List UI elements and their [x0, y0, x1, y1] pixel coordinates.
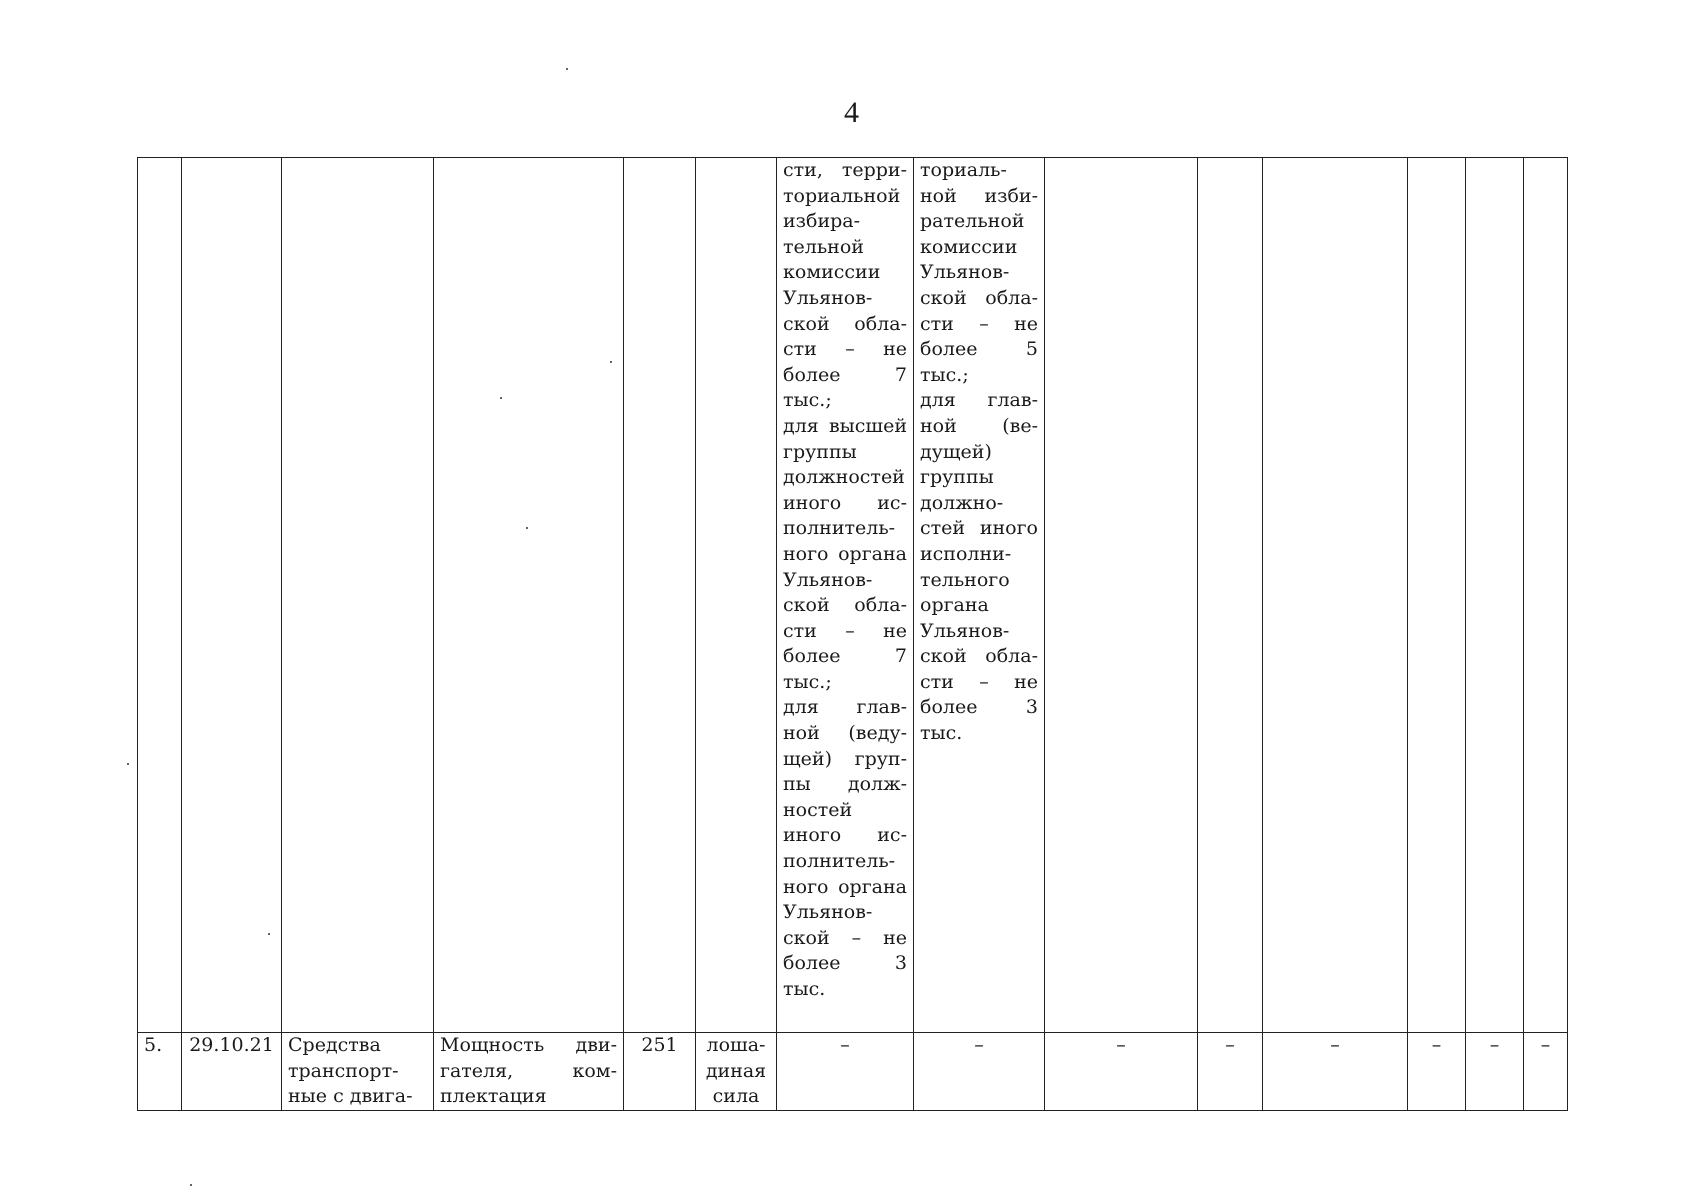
- cell-unit-name: [696, 1033, 777, 1111]
- cell-text-line: иного ис-: [783, 824, 907, 847]
- scan-speck: [190, 1184, 192, 1186]
- cell-okpd-code: 29.10.21: [182, 1033, 282, 1111]
- cell-dash-7: –: [1466, 1033, 1524, 1111]
- cell-dash-4: –: [1198, 1033, 1263, 1111]
- cell-text-line: тельной: [783, 235, 864, 258]
- cell-text-line: комиссии: [783, 261, 881, 284]
- cell-text-line: гателя, ком-: [440, 1059, 617, 1082]
- cell-value-high-positions: [777, 158, 914, 1033]
- cell-text-line: избира-: [783, 210, 861, 233]
- cell-text-line: плектация: [440, 1085, 547, 1108]
- cell-text-line: тыс.: [920, 722, 963, 745]
- cell-unit-code: 251: [624, 1033, 696, 1111]
- cell-text-line: сти – не: [783, 619, 907, 642]
- cell-text-line: тыс.: [783, 978, 826, 1000]
- cell-text-line: ториальной: [783, 184, 901, 207]
- cell-empty-13: [1466, 158, 1524, 1033]
- cell-text-line: диная: [705, 1059, 767, 1082]
- cell-text-line: Ульянов-: [920, 619, 1010, 642]
- scan-speck: [566, 68, 568, 70]
- cell-text-line: лоша-: [706, 1034, 766, 1056]
- cell-text-line: ской обла-: [920, 645, 1038, 668]
- cell-dash-2: –: [914, 1033, 1045, 1111]
- cell-dash-5: –: [1263, 1033, 1408, 1111]
- cell-text-line: тыс.;: [920, 363, 969, 386]
- cell-text-line: более 5: [920, 338, 1038, 361]
- cell-text-line: ной изби-: [920, 184, 1038, 207]
- cell-text-line: ториаль-: [920, 159, 1007, 181]
- cell-dash-1: –: [777, 1033, 914, 1111]
- cell-text-line: для высшей: [783, 414, 907, 437]
- cell-text-line: ской обла-: [783, 312, 907, 335]
- cell-unit-code-empty: [624, 158, 696, 1033]
- cell-text-line: Ульянов-: [920, 261, 1010, 284]
- cell-text-line: группы: [920, 466, 994, 489]
- cell-text-line: сти – не: [920, 670, 1038, 693]
- cell-text-line: ной (ве-: [920, 414, 1038, 437]
- cell-text-line: полнитель-: [783, 850, 896, 873]
- cell-dash-3: –: [1045, 1033, 1198, 1111]
- cell-text-line: стей иного: [920, 517, 1038, 540]
- cell-unit-name-empty: [696, 158, 777, 1033]
- cell-empty-12: [1408, 158, 1466, 1033]
- cell-text-line: должностей: [783, 466, 905, 489]
- cell-text-line: более 7: [783, 363, 907, 386]
- cell-text-line: тельного: [920, 568, 1010, 591]
- cell-row-number: 5.: [138, 1033, 182, 1111]
- cell-empty-14: [1524, 158, 1568, 1033]
- cell-text-line: ные с двига-: [288, 1085, 413, 1108]
- cell-text-line: Ульянов-: [783, 901, 873, 924]
- cell-empty-11: [1263, 158, 1408, 1033]
- cell-characteristic-empty: [434, 158, 624, 1033]
- requirements-table: [137, 157, 1568, 1111]
- cell-text-line: Ульянов-: [783, 568, 873, 591]
- cell-text-line: органа: [920, 594, 989, 617]
- cell-text-line: тыс.;: [783, 389, 832, 412]
- cell-text-line: ностей: [783, 798, 853, 821]
- cell-text-line: более 7: [783, 645, 907, 668]
- cell-text-line: ской – не: [783, 926, 907, 949]
- scan-speck: [127, 763, 129, 765]
- cell-text-line: транспорт-: [288, 1059, 399, 1082]
- cell-text-line: полнитель-: [783, 517, 896, 540]
- cell-text-line: рательной: [920, 210, 1025, 233]
- cell-text-line: Ульянов-: [783, 286, 873, 309]
- cell-text-line: тыс.;: [783, 670, 832, 693]
- cell-text-line: ной (веду-: [783, 722, 907, 745]
- cell-text-line: сти – не: [920, 312, 1038, 335]
- scan-speck: [610, 361, 612, 363]
- cell-text-line: иного ис-: [783, 491, 907, 514]
- cell-text-line: должно-: [920, 491, 1004, 514]
- cell-text-line: щей) груп-: [783, 747, 907, 770]
- scan-speck: [500, 397, 502, 399]
- cell-text-line: дущей): [920, 440, 992, 463]
- cell-text-line: более 3: [783, 952, 907, 975]
- cell-text-line: ской обла-: [920, 286, 1038, 309]
- cell-empty-9: [1045, 158, 1198, 1033]
- cell-num-empty: [138, 158, 182, 1033]
- cell-text-line: ного органа: [783, 542, 907, 565]
- cell-text-line: исполни-: [920, 542, 1012, 565]
- cell-code-empty: [182, 158, 282, 1033]
- table-row-5: [138, 1033, 1568, 1111]
- cell-name-empty: [282, 158, 434, 1033]
- cell-text-line: Мощность дви-: [440, 1034, 617, 1056]
- cell-empty-10: [1198, 158, 1263, 1033]
- cell-text-line: сти, терри-: [783, 159, 907, 181]
- cell-item-name: [282, 1033, 434, 1111]
- cell-text-line: более 3: [920, 696, 1038, 719]
- table-row-continuation: [138, 158, 1568, 1033]
- cell-text-line: для глав-: [783, 696, 907, 719]
- cell-value-main-positions: [914, 158, 1045, 1033]
- cell-text-line: комиссии: [920, 235, 1018, 258]
- cell-text-line: сила: [712, 1085, 760, 1108]
- cell-text-line: для глав-: [920, 389, 1038, 412]
- cell-dash-6: –: [1408, 1033, 1466, 1111]
- cell-characteristic: [434, 1033, 624, 1111]
- cell-text-line: ного органа: [783, 875, 907, 898]
- scan-speck: [526, 527, 528, 529]
- cell-text-line: ской обла-: [783, 594, 907, 617]
- cell-text-line: группы: [783, 440, 857, 463]
- cell-text-line: Средства: [288, 1034, 381, 1056]
- cell-text-line: пы долж-: [783, 773, 907, 796]
- cell-dash-8: –: [1524, 1033, 1568, 1111]
- scan-speck: [268, 933, 270, 935]
- cell-text-line: сти – не: [783, 338, 907, 361]
- page-number: 4: [844, 96, 859, 129]
